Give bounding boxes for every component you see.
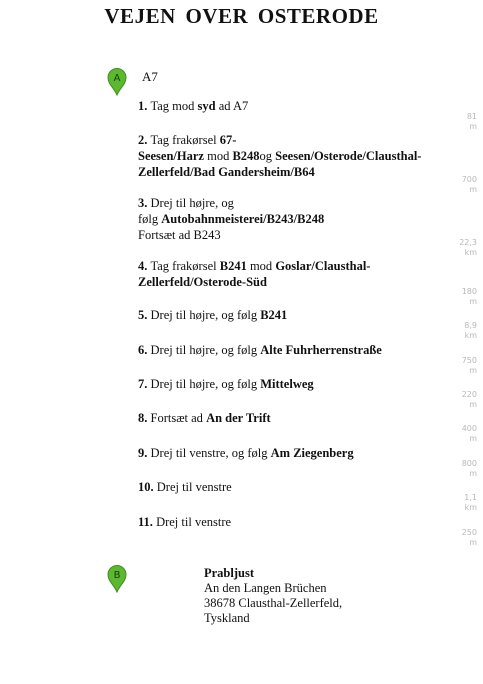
direction-step <box>138 514 468 530</box>
instruction-text: Drej til venstre, og følg <box>150 446 271 460</box>
destination-address <box>204 566 342 626</box>
road-name: syd <box>197 99 216 113</box>
direction-step <box>138 132 468 180</box>
step-number: 8. <box>138 411 151 425</box>
step-number: 1. <box>138 99 151 113</box>
step-distance: 400 m <box>461 424 477 443</box>
page-title: VEJEN OVER OSTERODE <box>104 4 379 28</box>
instruction-text: Drej til højre, og følg <box>150 343 261 357</box>
instruction-text: Drej til venstre <box>156 515 232 529</box>
direction-step <box>138 342 468 358</box>
instruction-text: ad A7 <box>215 99 249 113</box>
step-number: 5. <box>138 308 151 322</box>
step-distance: 180 m <box>461 287 477 306</box>
instruction-text: Fortsæt ad <box>150 411 207 425</box>
instruction-text: Drej til venstre <box>156 480 232 494</box>
step-number: 6. <box>138 343 151 357</box>
instruction-text: Tag mod <box>150 99 198 113</box>
instruction-text: Tag frakørsel <box>150 133 220 147</box>
step-number: 11. <box>138 515 157 529</box>
road-name: Seesen/Harz <box>138 149 204 163</box>
instruction-text: mod <box>246 259 276 273</box>
instruction-text: Fortsæt ad B243 <box>138 228 221 242</box>
direction-step <box>138 307 468 323</box>
start-location: A7 <box>142 69 158 84</box>
instruction-text: Drej til højre, og følg <box>150 308 261 322</box>
address-line: 38678 Clausthal-Zellerfeld, <box>204 596 343 610</box>
road-name: An der Trift <box>206 411 271 425</box>
step-distance: 700 m <box>461 175 477 194</box>
instruction-text: Drej til højre, og følg <box>150 377 261 391</box>
road-name: Mittelweg <box>260 377 314 391</box>
direction-step <box>138 98 468 114</box>
step-number: 2. <box>138 133 151 147</box>
direction-step <box>138 195 468 243</box>
address-country: Tyskland <box>204 611 250 625</box>
start-marker-icon <box>107 68 127 96</box>
step-distance: 8,9 km <box>464 321 477 340</box>
step-distance: 750 m <box>461 356 477 375</box>
road-name: Zellerfeld/Osterode-Süd <box>138 275 267 289</box>
step-number: 7. <box>138 377 151 391</box>
step-distance: 250 m <box>461 528 477 547</box>
direction-step <box>138 479 468 495</box>
step-distance: 220 m <box>461 390 477 409</box>
road-name: 67- <box>219 133 237 147</box>
step-number: 9. <box>138 446 151 460</box>
start-marker-letter: A <box>113 73 121 84</box>
instruction-text: følg <box>138 212 162 226</box>
direction-step <box>138 258 468 290</box>
road-name: B241 <box>260 308 288 322</box>
step-distance: 22,3 km <box>459 238 477 257</box>
direction-step <box>138 445 468 461</box>
road-name: Seesen/Osterode/Clausthal- <box>275 149 422 163</box>
step-number: 3. <box>138 196 151 210</box>
instruction-text: og <box>259 149 276 163</box>
instruction-text: Drej til højre, og <box>150 196 234 210</box>
instruction-text: mod <box>203 149 233 163</box>
destination-marker-icon <box>107 565 127 593</box>
road-name: Zellerfeld/Bad Gandersheim/B64 <box>138 165 315 179</box>
road-name: Autobahnmeisterei/B243/B248 <box>161 212 325 226</box>
road-name: B241 <box>219 259 247 273</box>
step-number: 10. <box>138 480 157 494</box>
road-name: Am Ziegenberg <box>270 446 354 460</box>
destination-name: Prabljust <box>204 566 254 580</box>
road-name: Alte Fuhrherrenstraße <box>260 343 382 357</box>
step-distance: 1,1 km <box>464 493 477 512</box>
step-distance: 800 m <box>461 459 477 478</box>
instruction-text: Tag frakørsel <box>150 259 220 273</box>
step-distance: 81 m <box>466 112 477 131</box>
direction-step <box>138 376 468 392</box>
road-name: Goslar/Clausthal- <box>275 259 371 273</box>
destination-marker-letter: B <box>113 570 121 581</box>
step-number: 4. <box>138 259 151 273</box>
address-line: An den Langen Brüchen <box>204 581 327 595</box>
direction-step <box>138 410 468 426</box>
road-name: B248 <box>232 149 260 163</box>
